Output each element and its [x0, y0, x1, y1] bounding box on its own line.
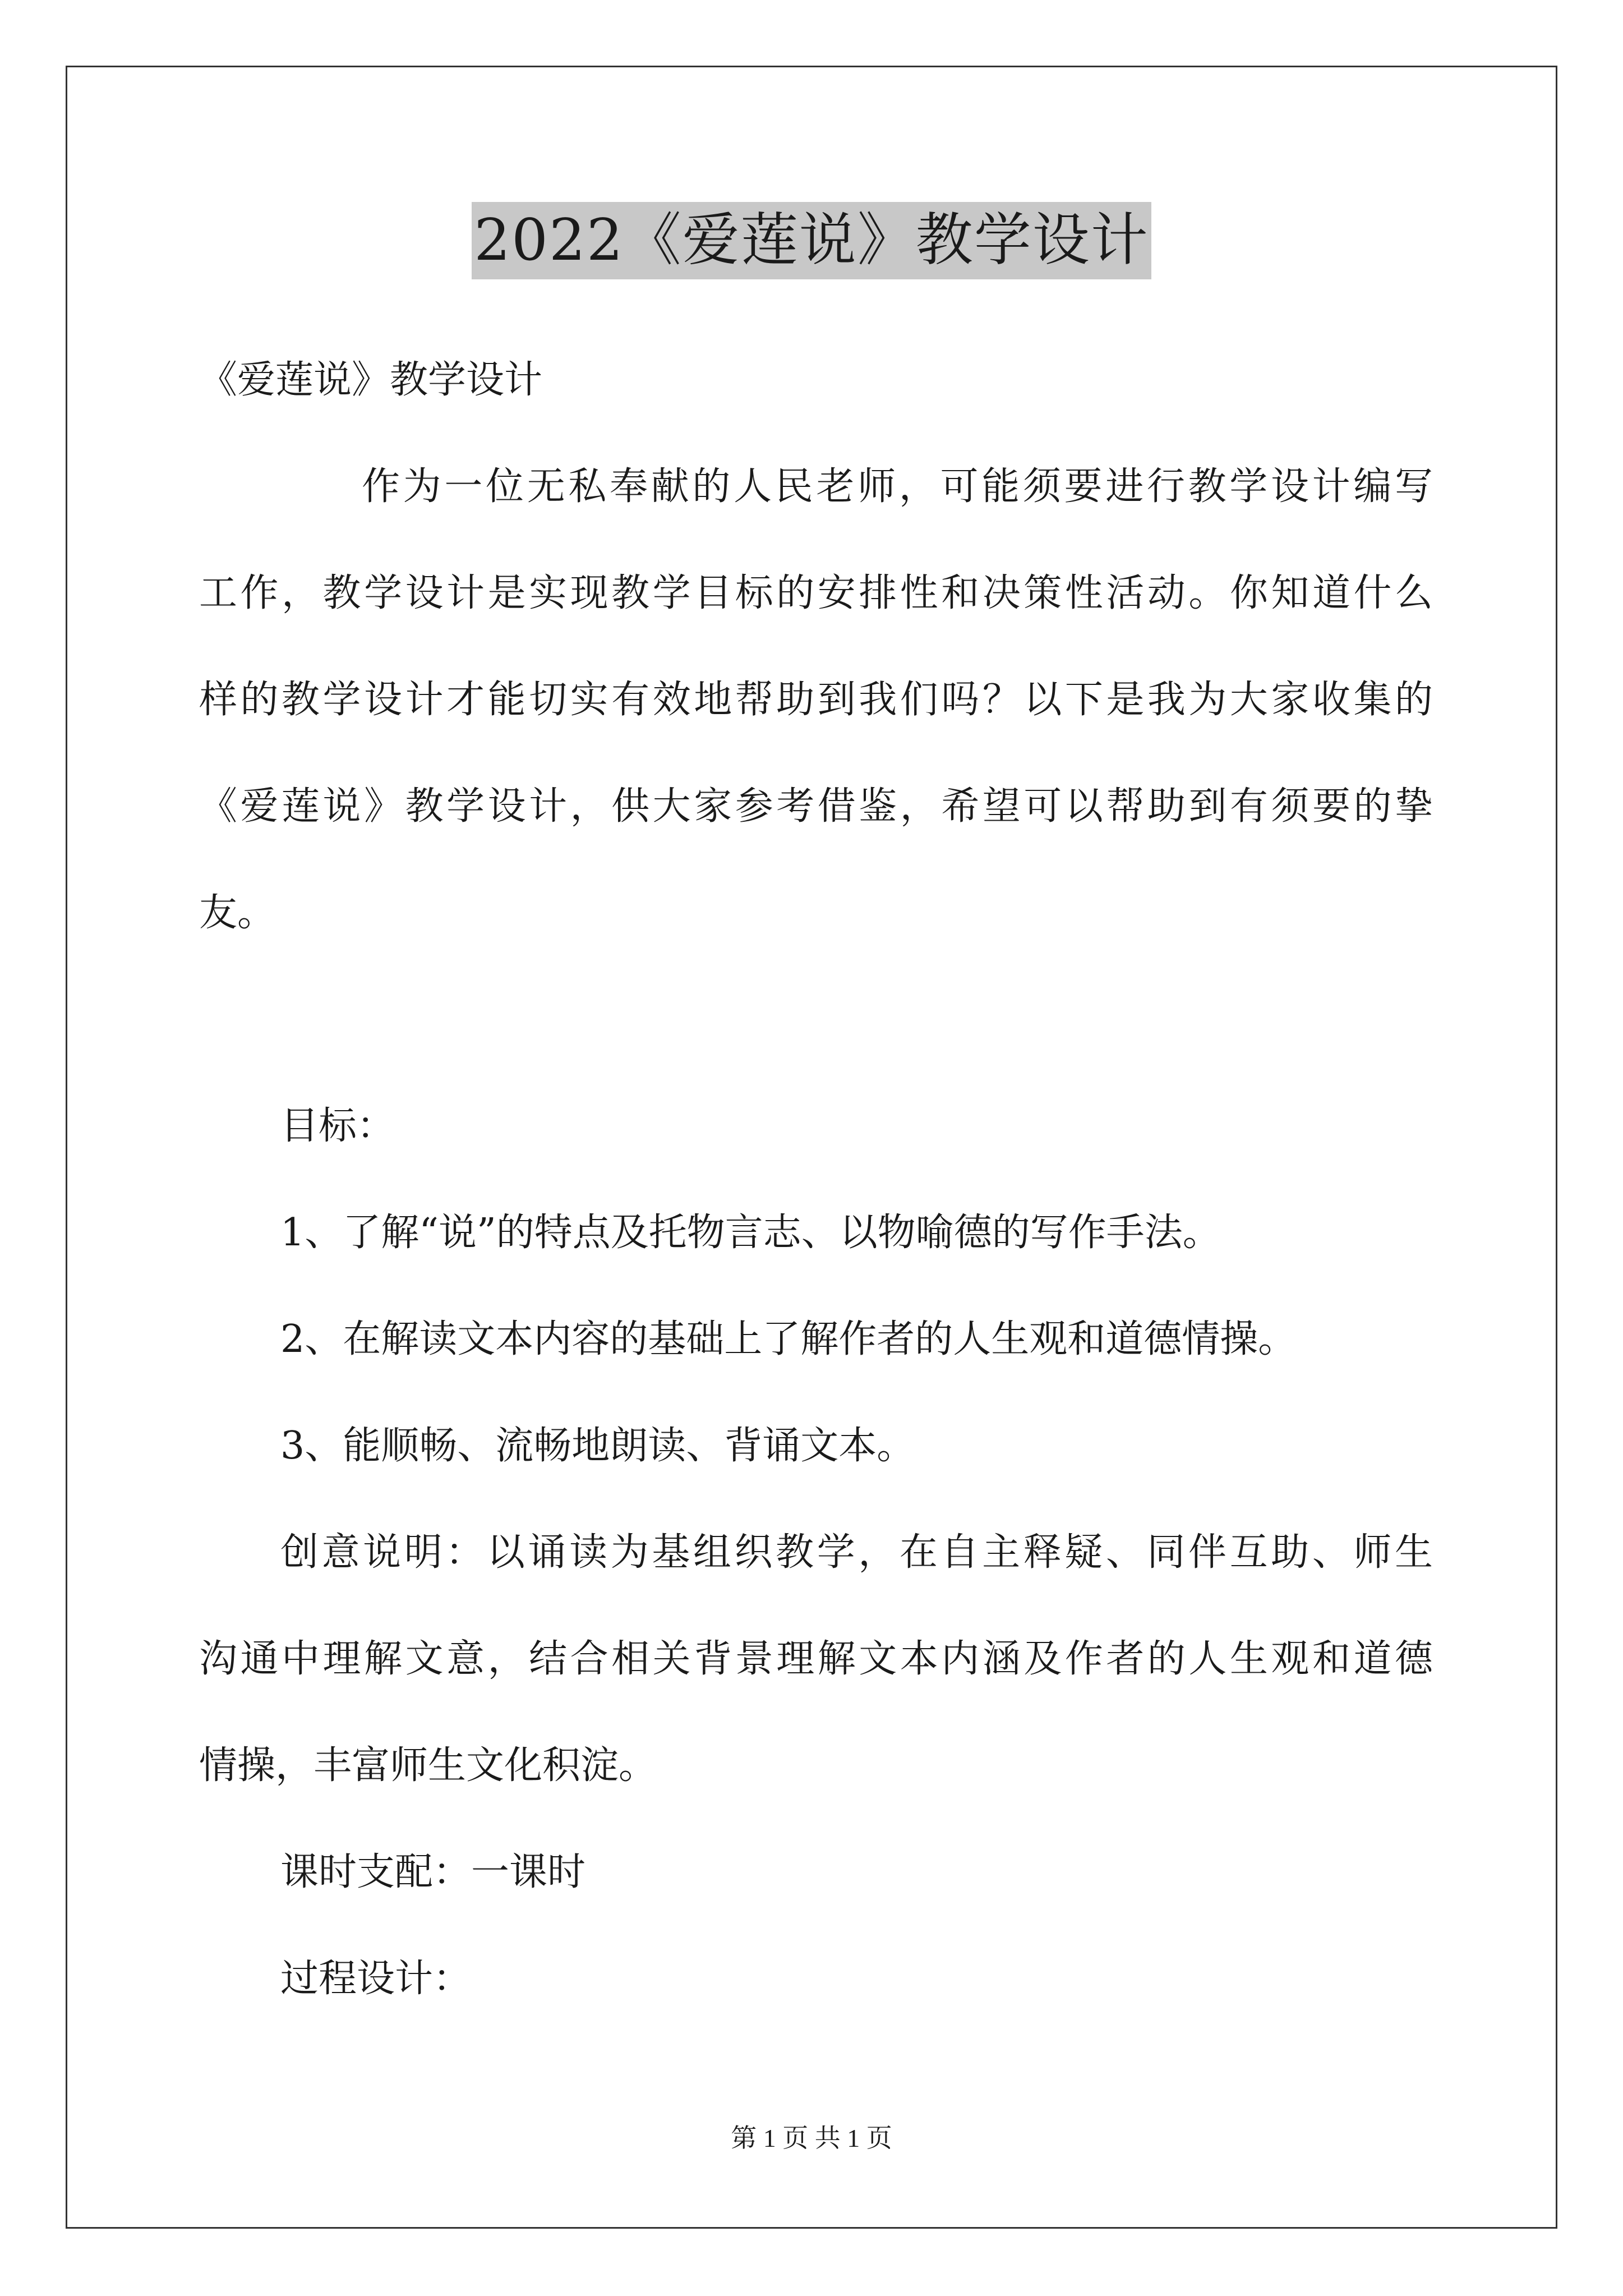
goal-item-2: 2、在解读文本内容的基础上了解作者的人生观和道德情操。 — [280, 1317, 1297, 1361]
document-subtitle: 《爱莲说》教学设计 — [199, 358, 543, 402]
process-heading: 过程设计： — [280, 1957, 472, 2001]
page-footer: 第 1 页 共 1 页 — [731, 2124, 892, 2152]
goal-item-1: 1、了解“说”的特点及托物言志、以物喻德的写作手法。 — [280, 1211, 1221, 1255]
intro-line-2: 工作，教学设计是实现教学目标的安排性和决策性活动。你知道什么 — [199, 571, 1433, 615]
document-title: 2022《爱莲说》教学设计 — [472, 202, 1151, 279]
intro-line-5: 友。 — [199, 891, 276, 935]
intro-line-4: 《爱莲说》教学设计，供大家参考借鉴，希望可以帮助到有须要的挚 — [199, 784, 1433, 829]
goals-heading: 目标： — [280, 1104, 395, 1148]
lesson-time: 课时支配：一课时 — [280, 1850, 586, 1894]
creative-line-1: 创意说明：以诵读为基组织教学，在自主释疑、同伴互助、师生 — [280, 1530, 1433, 1575]
intro-line-3: 样的教学设计才能切实有效地帮助到我们吗？以下是我为大家收集的 — [199, 678, 1433, 722]
creative-line-3: 情操，丰富师生文化积淀。 — [199, 1743, 657, 1788]
creative-line-2: 沟通中理解文意，结合相关背景理解文本内涵及作者的人生观和道德 — [199, 1637, 1433, 1681]
intro-line-1: 作为一位无私奉献的人民老师，可能须要进行教学设计编写 — [362, 464, 1433, 509]
title-container — [0, 202, 1623, 279]
goal-item-3: 3、能顺畅、流畅地朗读、背诵文本。 — [280, 1424, 915, 1468]
